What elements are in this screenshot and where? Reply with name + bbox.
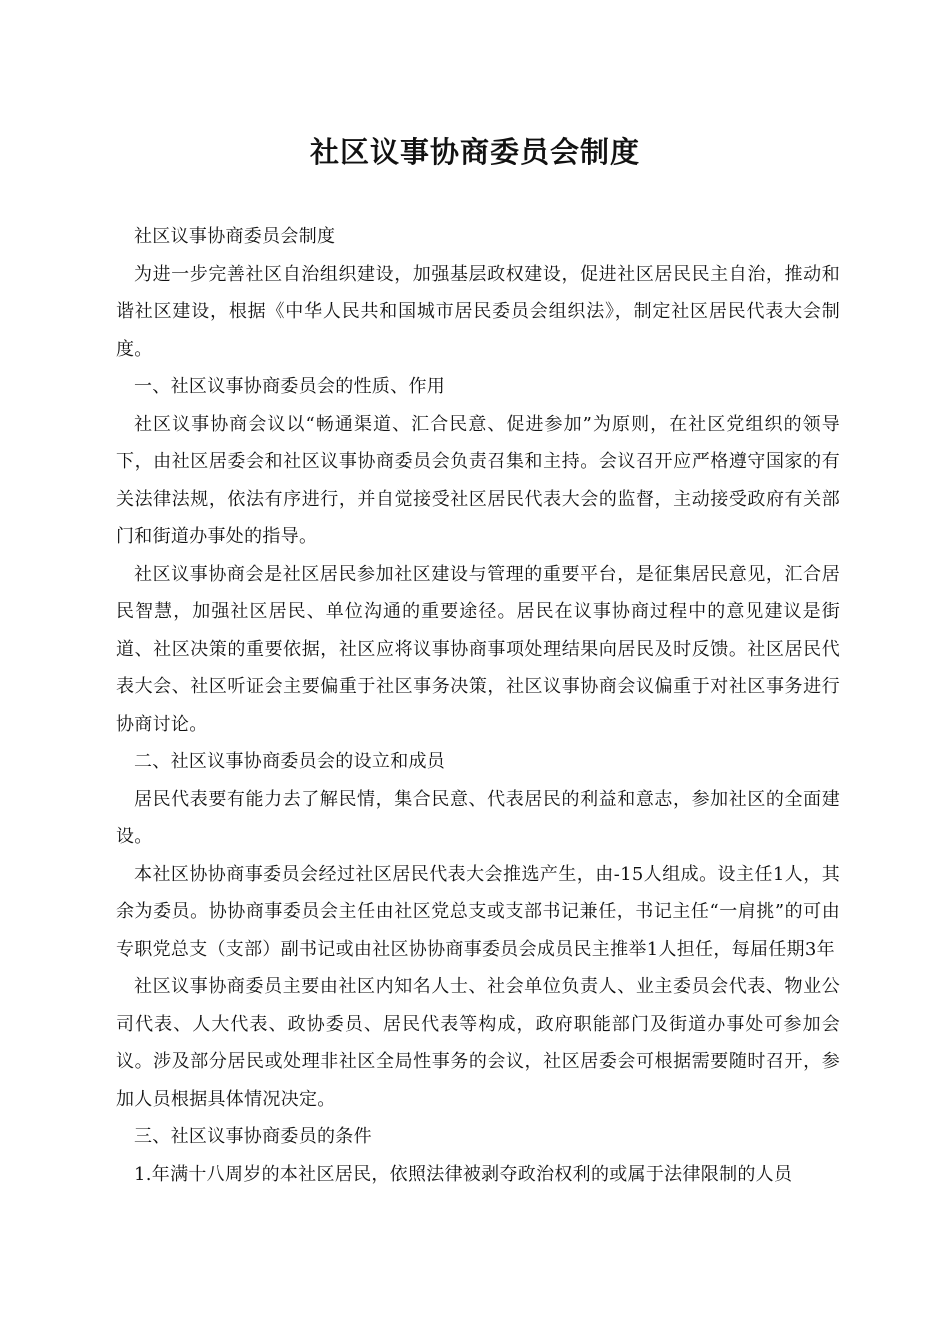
paragraph-platform: 社区议事协商会是社区居民参加社区建设与管理的重要平台，是征集居民意见，汇合居民智慧，加强社区居民、单位沟通的重要途径。居民在议事协商过程中的意见建议是街道、社区决策的重要依据，社区应将议事协商事项处理结果向居民及时反馈。社区居民代表大会、社区听证会主要偏重于社区事务决策，社区议事协商会议偏重于对社区事务进行协商讨论。 (116, 563, 840, 735)
paragraph-members: 社区议事协商委员主要由社区内知名人士、社会单位负责人、业主委员会代表、物业公司代表、人大代表、政协委员、居民代表等构成，政府职能部门及街道办事处可参加会议。涉及部分居民或处理非社区全局性事务的会议，社区居委会可根据需要随时召开，参加人员根据具体情况决定。 (116, 976, 840, 1110)
paragraph-condition-1: 1.年满十八周岁的本社区居民，依照法律被剥夺政治权利的或属于法律限制的人员 (134, 1163, 793, 1185)
paragraph-subtitle: 社区议事协商委员会制度 (134, 226, 336, 247)
paragraph-composition: 本社区协协商事委员会经过社区居民代表大会推选产生，由-15人组成。设主任1人，其余为委员。协协商事委员会主任由社区党总支或支部书记兼任，书记主任“一肩挑”的可由专职党总支（支部）副书记或由社区协协商事委员会成员民主推举1人担任，每届任期3年 (116, 863, 840, 960)
section-heading-3: 三、社区议事协商委员的条件 (134, 1126, 372, 1147)
paragraph-principles: 社区议事协商会议以“畅通渠道、汇合民意、促进参加”为原则，在社区党组织的领导下，由社区居委会和社区议事协商委员会负责召集和主持。会议召开应严格遵守国家的有关法律法规，依法有序进行，并自觉接受社区居民代表大会的监督，主动接受政府有关部门和街道办事处的指导。 (116, 413, 840, 547)
section-heading-1: 一、社区议事协商委员会的性质、作用 (134, 376, 446, 397)
document-body (116, 218, 840, 1193)
paragraph-representatives: 居民代表要有能力去了解民情，集合民意、代表居民的利益和意志，参加社区的全面建设。 (116, 788, 840, 847)
section-heading-2: 二、社区议事协商委员会的设立和成员 (134, 751, 446, 772)
paragraph-intro: 为进一步完善社区自治组织建设，加强基层政权建设，促进社区居民民主自治，推动和谐社区建设，根据《中华人民共和国城市居民委员会组织法》，制定社区居民代表大会制度。 (116, 263, 840, 360)
document-title: 社区议事协商委员会制度 (309, 135, 640, 169)
